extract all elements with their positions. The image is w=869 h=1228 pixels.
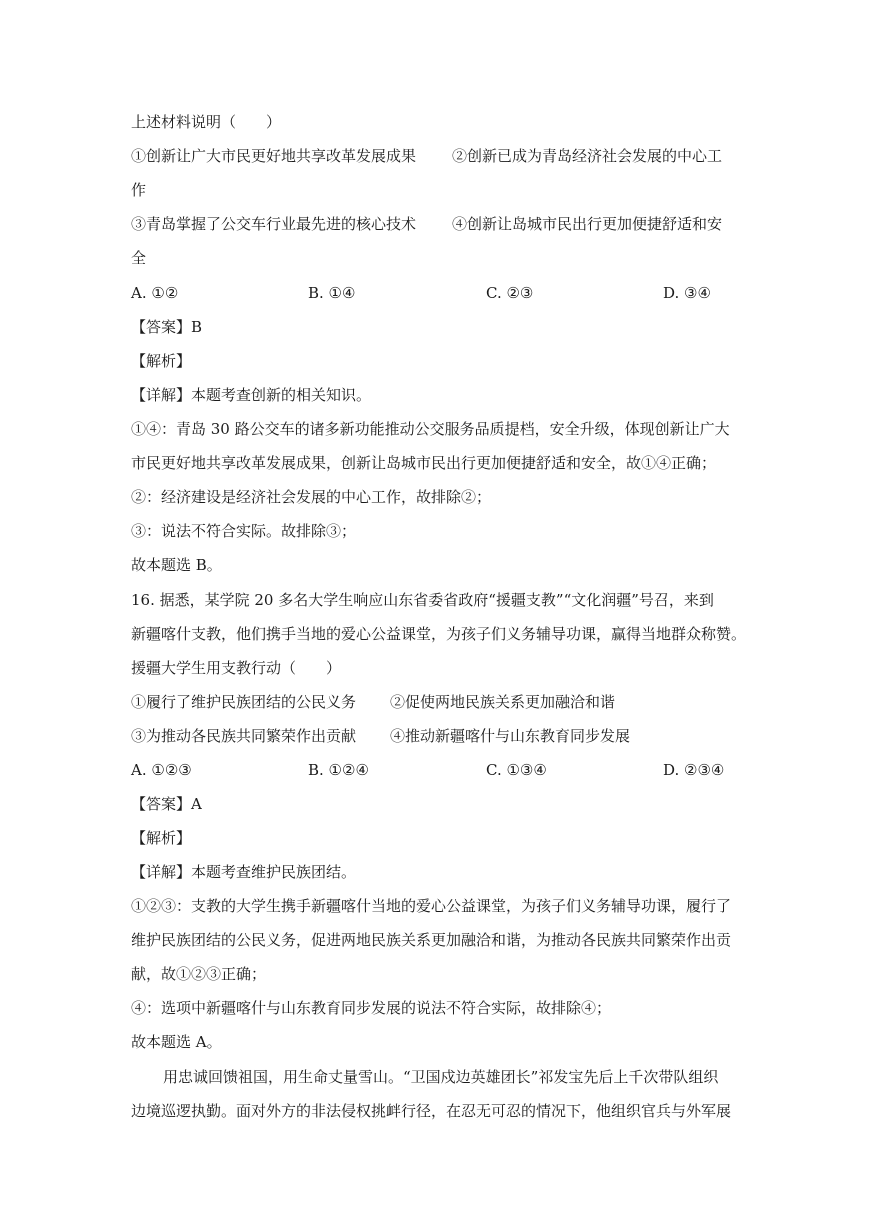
q16-option-2: ②促使两地民族关系更加融洽和谐 <box>390 693 616 711</box>
q15-explanation-1a: ①④：青岛 30 路公交车的诸多新功能推动公交服务品质提档，安全升级，体现创新让广大 <box>131 420 730 438</box>
q15-detail: 【详解】本题考查创新的相关知识。 <box>131 386 372 404</box>
q15-explanation-1b: 市民更好地共享改革发展成果，创新让岛城市民出行更加便捷舒适和安全，故①④正确； <box>131 454 717 472</box>
q16-analysis-heading: 【解析】 <box>131 829 192 847</box>
q16-option-3: ③为推动各民族共同繁荣作出贡献 <box>131 727 357 745</box>
q16-explanation-1c: 献，故①②③正确； <box>131 965 267 983</box>
q16-explanation-2: ④：选项中新疆喀什与山东教育同步发展的说法不符合实际，故排除④； <box>131 999 612 1017</box>
q16-answer: 【答案】A <box>131 795 202 813</box>
q16-choice-c: C. ①③④ <box>486 761 547 779</box>
q16-explanation-1a: ①②③：支教的大学生携手新疆喀什当地的爱心公益课堂，为孩子们义务辅导功课，履行了 <box>131 897 732 915</box>
q15-explanation-3: ③：说法不符合实际。故排除③； <box>131 522 357 540</box>
q15-explanation-2: ②：经济建设是经济社会发展的中心工作，故排除②； <box>131 488 492 506</box>
q16-option-1: ①履行了维护民族团结的公民义务 <box>131 693 357 711</box>
q16-choice-b: B. ①②④ <box>308 761 369 779</box>
q15-option-4: ④创新让岛城市民出行更加便捷舒适和安 <box>452 215 723 233</box>
q17-paragraph-a: 用忠诚回馈祖国，用生命丈量雪山。“卫国戍边英雄团长”祁发宝先后上千次带队组织 <box>163 1068 719 1086</box>
q17-paragraph-b: 边境巡逻执勤。面对外方的非法侵权挑衅行径，在忍无可忍的情况下，他组织官兵与外军展 <box>131 1102 732 1120</box>
q15-choice-d: D. ③④ <box>663 284 711 302</box>
q16-stem-c: 援疆大学生用支教行动（ ） <box>131 659 342 677</box>
q16-choice-a: A. ①②③ <box>131 761 192 779</box>
q16-conclusion: 故本题选 A。 <box>131 1033 222 1051</box>
q15-option-1: ①创新让广大市民更好地共享改革发展成果 <box>131 147 417 165</box>
q16-detail: 【详解】本题考查维护民族团结。 <box>131 863 357 881</box>
q15-choice-a: A. ①② <box>131 284 179 302</box>
q15-choice-c: C. ②③ <box>486 284 534 302</box>
q15-conclusion: 故本题选 B。 <box>131 556 222 574</box>
q16-stem-a: 16. 据悉，某学院 20 多名大学生响应山东省委省政府“援疆支教”“文化润疆”号召，来到 <box>131 591 714 609</box>
q15-option-3: ③青岛掌握了公交车行业最先进的核心技术 <box>131 215 417 233</box>
q16-choice-d: D. ②③④ <box>663 761 725 779</box>
q15-option-2: ②创新已成为青岛经济社会发展的中心工 <box>452 147 723 165</box>
q15-choice-b: B. ①④ <box>308 284 356 302</box>
q15-analysis-heading: 【解析】 <box>131 352 192 370</box>
q16-option-4: ④推动新疆喀什与山东教育同步发展 <box>390 727 631 745</box>
q15-stem: 上述材料说明（ ） <box>131 113 282 131</box>
q15-option-2-wrap: 作 <box>131 181 147 199</box>
q16-explanation-1b: 维护民族团结的公民义务，促进两地民族关系更加融洽和谐，为推动各民族共同繁荣作出贡 <box>131 931 732 949</box>
q15-option-4-wrap: 全 <box>131 249 147 267</box>
q16-stem-b: 新疆喀什支教，他们携手当地的爱心公益课堂，为孩子们义务辅导功课，赢得当地群众称赞。 <box>131 625 747 643</box>
q15-answer: 【答案】B <box>131 318 203 336</box>
